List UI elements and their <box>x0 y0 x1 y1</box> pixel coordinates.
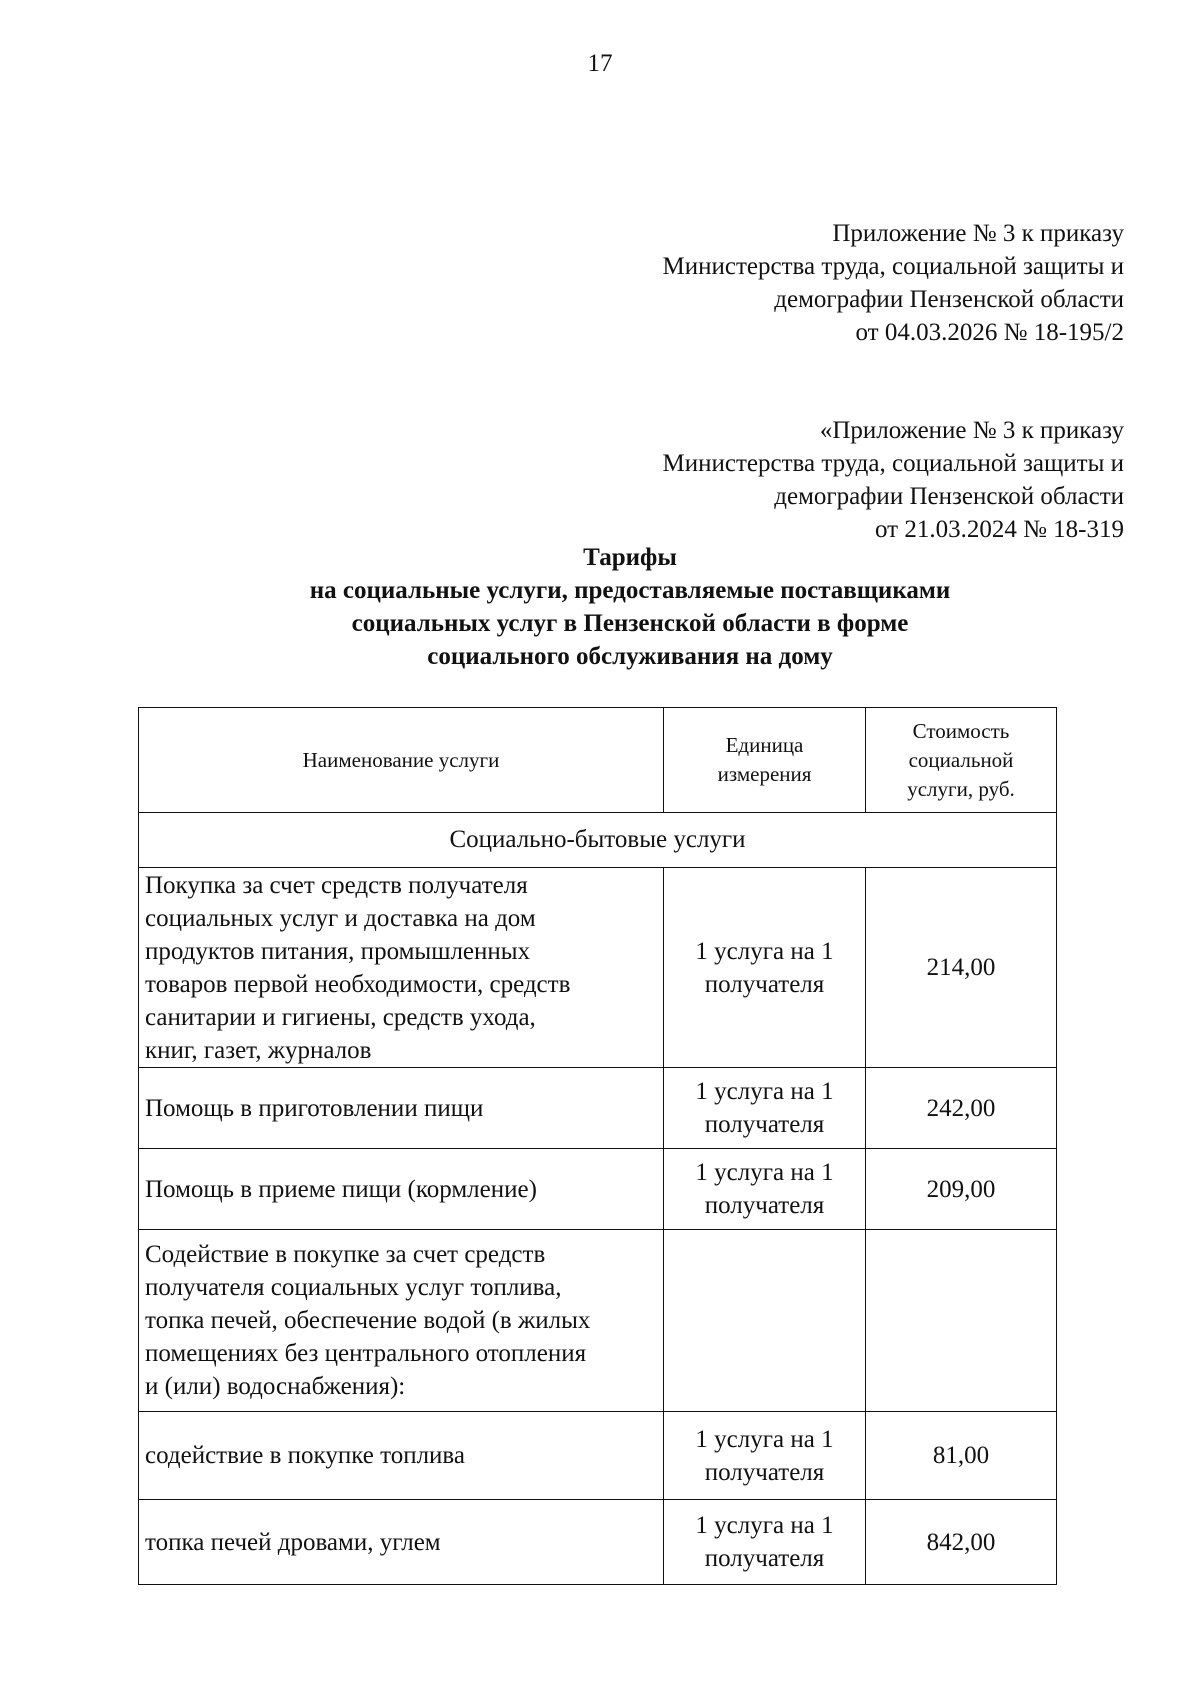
appendix-line: демографии Пензенской области <box>774 286 1124 313</box>
unit-line: 1 услуга на 1 <box>695 1078 834 1105</box>
service-price: 209,00 <box>866 1149 1057 1230</box>
service-name-line: и (или) водоснабжения): <box>145 1373 406 1400</box>
unit-line: 1 услуга на 1 <box>695 1512 834 1539</box>
header-text: Единица <box>725 733 804 757</box>
page-number: 17 <box>587 50 613 77</box>
service-name-line: содействие в покупке топлива <box>145 1442 465 1469</box>
title-line: Тарифы <box>583 544 677 571</box>
table-section-row <box>139 813 1057 868</box>
appendix-reference-previous <box>484 414 1124 546</box>
service-name <box>139 1149 664 1230</box>
service-name-line: топка печей, обеспечение водой (в жилых <box>145 1307 591 1334</box>
header-service-name <box>139 708 664 813</box>
service-unit <box>664 1500 866 1585</box>
service-name <box>139 1412 664 1500</box>
table-header-row <box>139 708 1057 813</box>
appendix-line: Министерства труда, социальной защиты и <box>662 253 1124 280</box>
table-row <box>139 1230 1057 1412</box>
unit-line: 1 услуга на 1 <box>695 937 834 965</box>
service-name-line: топка печей дровами, углем <box>145 1528 441 1556</box>
appendix-line: демографии Пензенской области <box>774 483 1124 510</box>
unit-line: получателя <box>704 1111 825 1138</box>
table-row <box>139 1068 1057 1149</box>
table-row <box>139 1412 1057 1500</box>
header-text: услуги, руб. <box>907 776 1015 801</box>
table-row <box>139 1500 1057 1585</box>
header-text: Стоимость <box>912 718 1010 743</box>
service-name-line: Покупка за счет средств получателя <box>145 871 528 899</box>
service-price: 214,00 <box>866 868 1057 1068</box>
service-name-line: помещениях без центрального отопления <box>145 1340 587 1367</box>
title-line: на социальные услуги, предоставляемые поставщиками <box>309 577 951 604</box>
unit-line: получателя <box>704 1545 825 1572</box>
table-row <box>139 1149 1057 1230</box>
unit-line: получателя <box>704 1192 825 1219</box>
service-unit <box>664 1412 866 1500</box>
header-text: измерения <box>717 762 812 786</box>
service-name <box>139 1500 664 1585</box>
appendix-line: «Приложение № 3 к приказу <box>819 417 1124 444</box>
tariffs-table <box>138 707 1057 1585</box>
appendix-line: от 04.03.2026 № 18-195/2 <box>855 319 1124 346</box>
appendix-line: Министерства труда, социальной защиты и <box>662 450 1124 477</box>
service-name-line: Помощь в приеме пищи (кормление) <box>145 1175 537 1203</box>
service-name-line: социальных услуг и доставка на дом <box>145 904 536 932</box>
service-name <box>139 1230 664 1412</box>
service-price: 81,00 <box>866 1412 1057 1500</box>
service-name-line: Содействие в покупке за счет средств <box>145 1241 546 1268</box>
title-line: социального обслуживания на дому <box>427 643 833 670</box>
document-title <box>180 541 1080 673</box>
service-name-line: санитарии и гигиены, средств ухода, <box>145 1003 536 1031</box>
service-price: 842,00 <box>866 1500 1057 1585</box>
header-text: Наименование услуги <box>302 747 500 772</box>
service-name-line: товаров первой необходимости, средств <box>145 970 571 998</box>
service-name-line: продуктов питания, промышленных <box>145 937 531 965</box>
unit-line: 1 услуга на 1 <box>695 1425 834 1453</box>
service-name <box>139 1068 664 1149</box>
header-price <box>866 708 1057 813</box>
appendix-reference-current <box>484 217 1124 349</box>
title-line: социальных услуг в Пензенской области в форме <box>351 610 909 637</box>
table-row <box>139 868 1057 1068</box>
header-unit <box>664 708 866 813</box>
service-name <box>139 868 664 1068</box>
service-unit <box>664 1149 866 1230</box>
service-name-line: получателя социальных услуг топлива, <box>145 1274 562 1301</box>
section-title: Социально-бытовые услуги <box>139 813 1057 868</box>
service-price <box>866 1230 1057 1412</box>
unit-line: получателя <box>704 1458 825 1486</box>
service-unit <box>664 868 866 1068</box>
service-name-line: Помощь в приготовлении пищи <box>145 1094 484 1122</box>
unit-line: получателя <box>704 970 825 998</box>
unit-line: 1 услуга на 1 <box>695 1159 834 1186</box>
service-name-line: книг, газет, журналов <box>145 1036 372 1064</box>
service-price: 242,00 <box>866 1068 1057 1149</box>
appendix-line: Приложение № 3 к приказу <box>832 220 1124 247</box>
header-text: социальной <box>908 747 1014 772</box>
service-unit <box>664 1230 866 1412</box>
service-unit <box>664 1068 866 1149</box>
appendix-line: от 21.03.2024 № 18-319 <box>874 516 1124 543</box>
